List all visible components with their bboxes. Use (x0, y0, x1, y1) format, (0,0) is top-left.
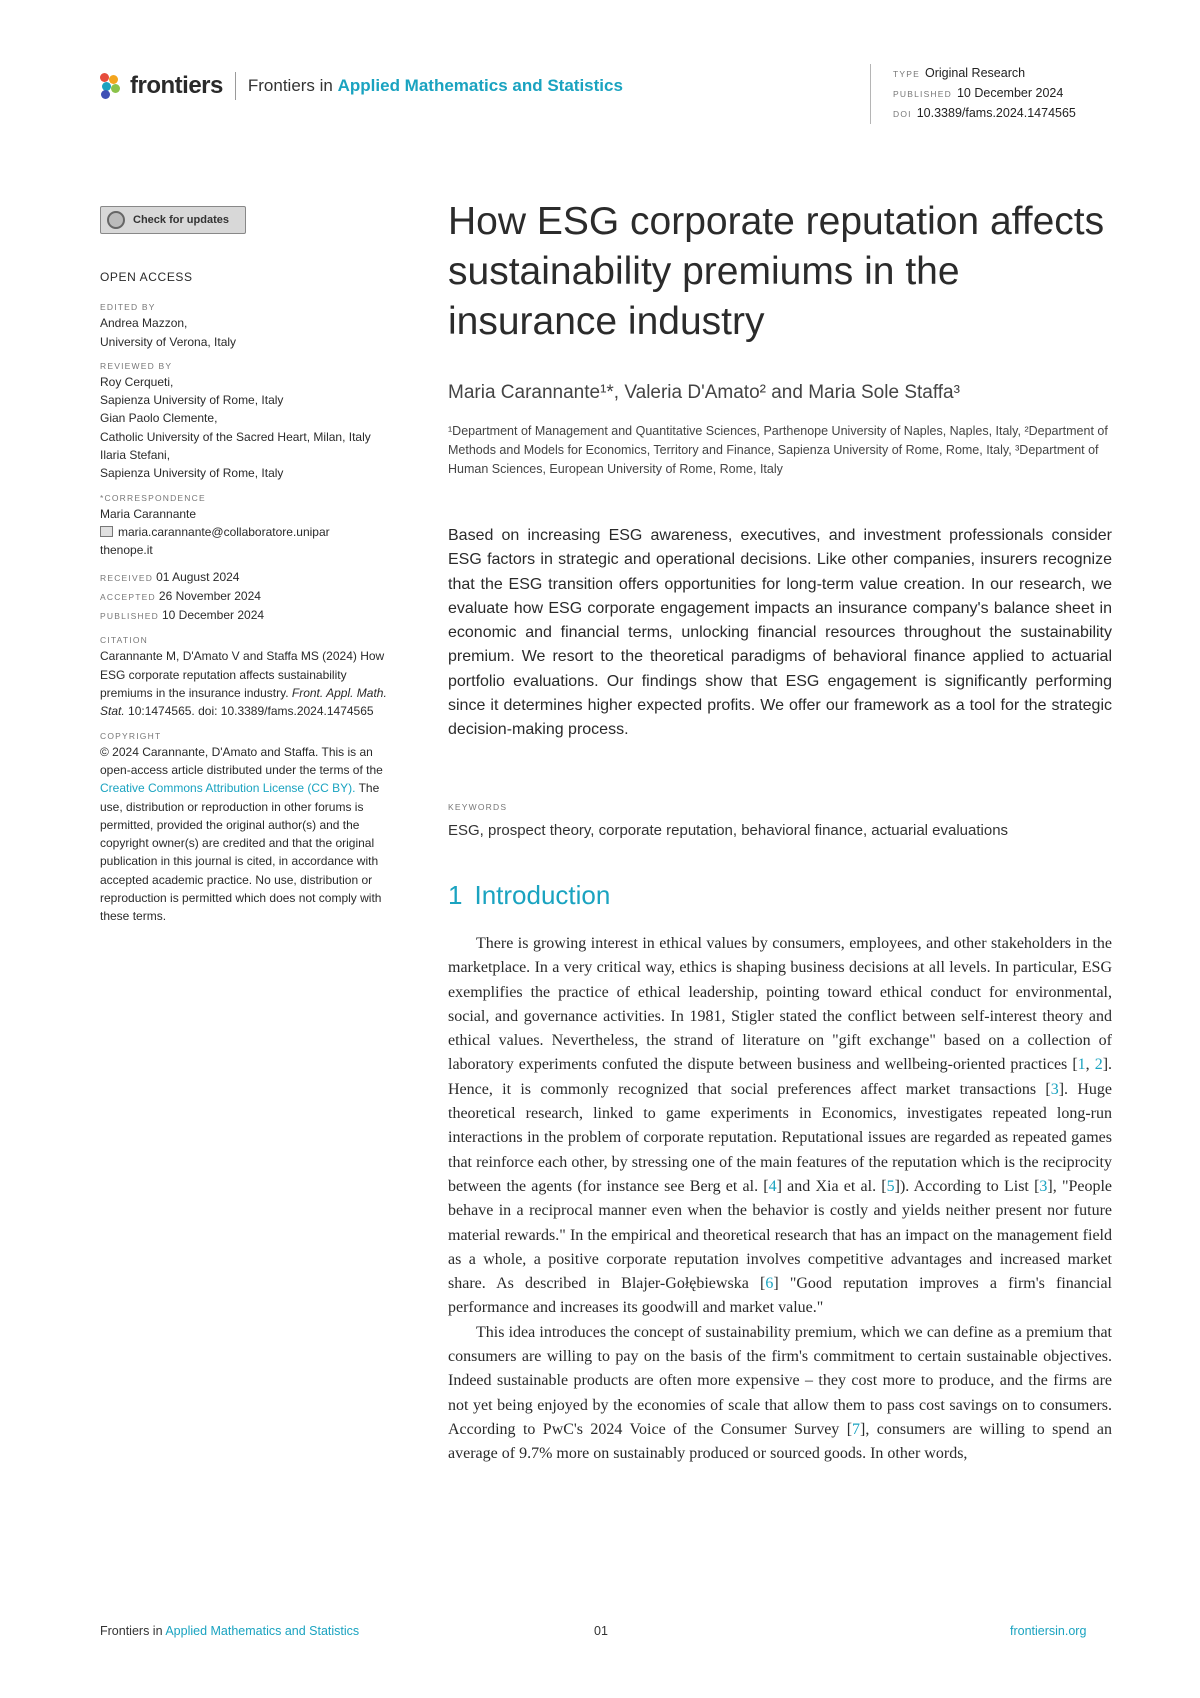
reviewer-line: Ilaria Stefani, (100, 448, 171, 463)
dates: RECEIVED 01 August 2024 ACCEPTED 26 November 2024 PUBLISHED 10 December 2024 (100, 569, 265, 623)
published-key: PUBLISHED (893, 89, 952, 99)
article-title: How ESG corporate reputation affects sustainability premiums in the insurance industry (448, 200, 1105, 343)
page-number: 01 (594, 1624, 608, 1638)
editor-name: Andrea Mazzon, (100, 316, 188, 331)
citation-link[interactable]: 3 (1050, 1080, 1059, 1098)
editor-affiliation: University of Verona, Italy (100, 334, 237, 349)
citation: CITATION Carannante M, D'Amato V and Staffa MS (2024) How ESG corporate reputation affects sustainability premiums in the insurance industry. Front. Appl. Math. Stat. 10:1474565. doi: 10.3389/fams.2024.1474565 (100, 635, 387, 719)
journal-title[interactable]: Frontiers in Applied Mathematics and Statistics (247, 76, 623, 95)
article-meta (870, 64, 1076, 124)
reviewer-line: Sapienza University of Rome, Italy (100, 466, 284, 481)
doi-key: DOI (893, 109, 912, 119)
author-list: Maria Carannante¹*, Valeria D'Amato² and Maria Sole Staffa³ (448, 382, 960, 403)
type-value: Original Research (925, 66, 1026, 80)
paragraph: There is growing interest in ethical values by consumers, employees, and other stakeholders in the marketplace. In a very critical way, ethics is shaping business decisions at all levels. In particular, ESG exemplifies the practice of ethical leadership, pointing toward ethical conduct for environmental, social, and governance activities. In 1981, Stigler stated the conflict between self-interest theory and ethical values. Nevertheless, the strand of literature on "gift exchange" based on a collection of laboratory experiments confuted the dispute between business and wellbeing-oriented practices [1, 2]. Hence, it is commonly recognized that social preferences affect market transactions [3]. Huge theoretical research, linked to game experiments in Economics, investigates repeated long-run interactions in the problem of corporate reputation. Reputational issues are regarded as repeated games that reinforce each other, by stressing one of the main features of the reputation which is the reciprocity between the agents (for instance see Berg et al. [4] and Xia et al. [5]). According to List [3], "People behave in a reciprocal manner even when the behavior is costly and yields neither present nor future material rewards." In the empirical and theoretical research that has an impact on the management field as a whole, a positive corporate reputation involves competitive advantages and increased market share. As described in Blajer-Gołębiewska [6] "Good reputation improves a firm's financial performance and increases its goodwill and market value." (448, 935, 1113, 1317)
citation-link[interactable]: 5 (886, 1177, 895, 1195)
correspondence: *CORRESPONDENCE Maria Carannante maria.carannante@collaboratore.uniparthenope.it (100, 491, 400, 560)
correspondence-name: Maria Carannante (100, 506, 197, 521)
reviewer-line: Catholic University of the Sacred Heart, Milan, Italy (100, 429, 371, 444)
citation-link[interactable]: 1 (1077, 1056, 1086, 1074)
reviewed-by: REVIEWED BY Roy Cerqueti, Sapienza University of Rome, Italy Gian Paolo Clemente, Catholic University of the Sacred Heart, Milan, Italy Ilaria Stefani, Sapienza University of Rome, Italy (100, 359, 400, 483)
check-for-updates-button[interactable]: Check for updates (100, 206, 246, 234)
open-access-label: OPEN ACCESS (100, 270, 193, 284)
copyright: COPYRIGHT © 2024 Carannante, D'Amato and Staffa. This is an open-access article distributed under the terms of the Creative Commons Attribution License (CC BY). The use, distribution or reproduction in other forums is permitted, provided the original author(s) and the copyright owner(s) are credited and that the original publication in this journal is cited, in accordance with accepted academic practice. No use, distribution or reproduction is permitted which does not comply with these terms. (100, 730, 383, 924)
edited-by: EDITED BY Andrea Mazzon, University of Verona, Italy (100, 300, 400, 351)
article-body (448, 932, 1112, 1467)
update-check-icon (107, 211, 125, 229)
abstract: Based on increasing ESG awareness, executives, and investment professionals consider ESG factors in strategic and operational decisions. Like other companies, insurers recognize that the ESG transition offers opportunities for long-term value creation. In our research, we evaluate how ESG corporate engagement impacts an insurance company's balance sheet in economic and financial terms, unlocking financial resources throughout the sustainability premium. We resort to the theoretical paradigms of behavioral finance applied to actuarial portfolio evaluations. Our findings show that ESG engagement is significantly performing since it determines higher expected profits. We offer our framework as a tool for the strategic decision-making process. (448, 527, 1112, 739)
published-date: 10 December 2024 (161, 608, 265, 623)
type-key: TYPE (893, 69, 921, 79)
footer-journal: Frontiers in Applied Mathematics and Statistics (100, 1624, 360, 1638)
mail-icon (100, 526, 113, 537)
affiliations: ¹Department of Management and Quantitative Sciences, Parthenope University of Naples, Naples, Italy, ²Department of Methods and Models for Economics, Territory and Finance, Sapienza University of Rome, Rome, Italy, ³Department of Human Sciences, European University of Rome, Rome, Italy (448, 424, 1108, 476)
published-value: 10 December 2024 (956, 86, 1064, 100)
keywords-label: KEYWORDS (448, 802, 508, 812)
logo-divider (235, 72, 236, 100)
citation-link[interactable]: 2 (1094, 1056, 1103, 1074)
citation-link[interactable]: 3 (1039, 1177, 1048, 1195)
cc-by-license-link[interactable]: Creative Commons Attribution License (CC BY). (100, 781, 356, 796)
reviewer-line: Roy Cerqueti, (100, 374, 174, 389)
reviewer-line: Sapienza University of Rome, Italy (100, 393, 284, 408)
brand-wordmark: frontiers (130, 72, 223, 99)
frontiers-logo-icon (100, 73, 124, 99)
citation-link[interactable]: 7 (852, 1420, 861, 1438)
footer-site-link[interactable]: frontiersin.org (1010, 1624, 1087, 1638)
keywords: ESG, prospect theory, corporate reputation, behavioral finance, actuarial evaluations (448, 822, 1009, 839)
citation-link[interactable]: 6 (765, 1275, 774, 1293)
sidebar (100, 206, 400, 934)
paragraph: This idea introduces the concept of sustainability premium, which we can define as a premium that consumers are willing to pay on the basis of the firm's commitment to certain sustainable objectives. Indeed sustainable products are often more expensive – they cost more to produce, and the firms are not yet being enjoyed by the economies of scale that allow them to pass cost savings on to consumers. According to PwC's 2024 Voice of the Consumer Survey [7], consumers are willing to spend an average of 9.7% more on sustainably produced or sourced goods. In other words, (448, 1323, 1112, 1463)
citation-link[interactable]: 4 (768, 1177, 777, 1195)
received-date: 01 August 2024 (156, 569, 240, 584)
doi-value[interactable]: 10.3389/fams.2024.1474565 (916, 106, 1076, 120)
frontiers-logo (100, 72, 623, 100)
correspondence-email[interactable]: maria.carannante@collaboratore.uniparthenope.it (100, 524, 330, 558)
accepted-date: 26 November 2024 (158, 588, 261, 603)
reviewer-line: Gian Paolo Clemente, (100, 411, 218, 426)
section-heading-introduction: 1 Introduction (448, 880, 611, 910)
